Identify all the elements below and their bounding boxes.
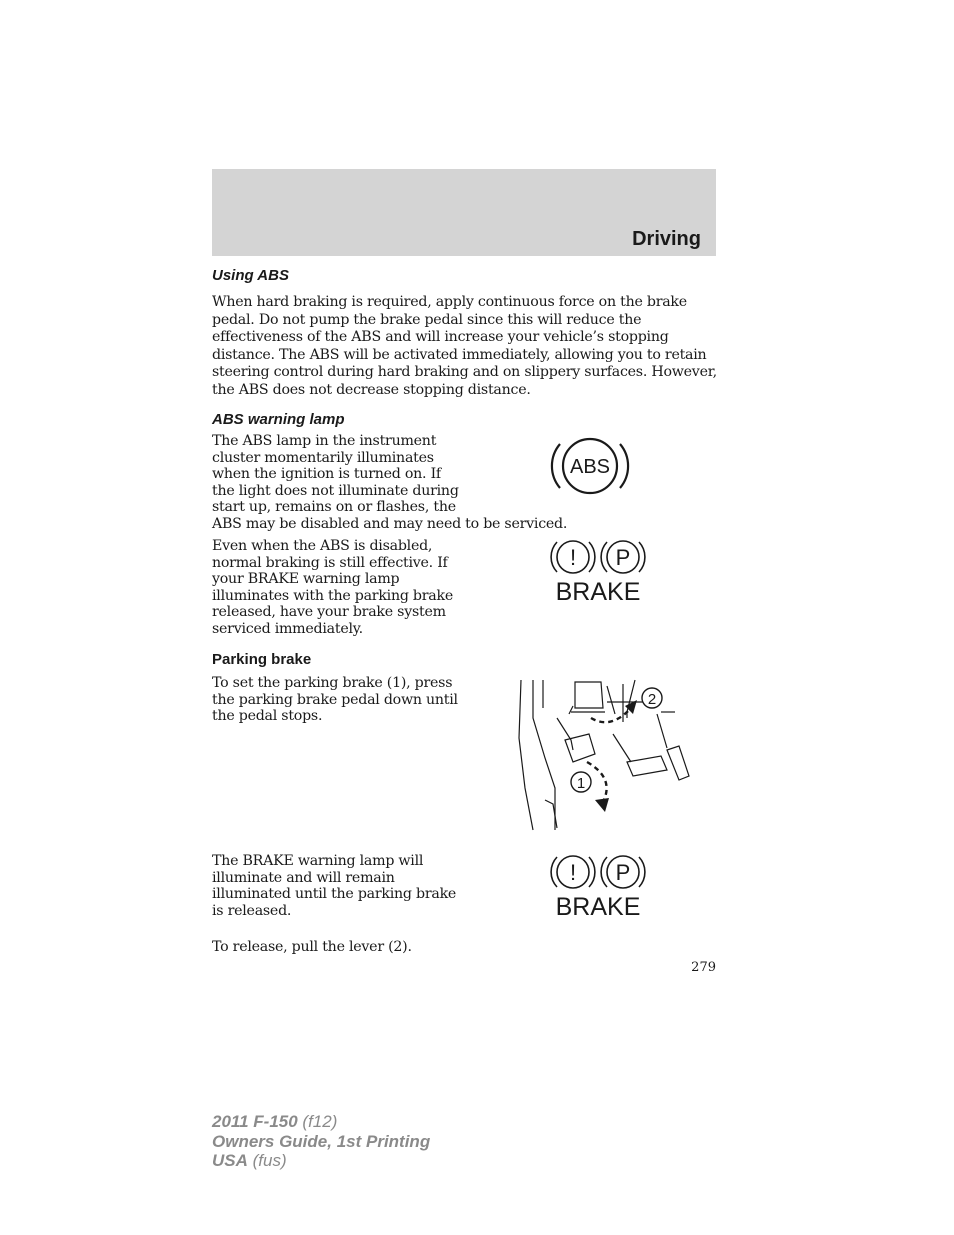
- text-line: when the ignition is turned on. If: [212, 466, 441, 482]
- text-line: normal braking is still effective. If: [212, 554, 448, 571]
- footer-line-1: [212, 1112, 430, 1132]
- parking-brake-diagram: [515, 678, 695, 838]
- abs-icon-label: ABS: [569, 456, 611, 478]
- text-line: pedal. Do not pump the brake pedal since this will reduce the: [212, 311, 642, 328]
- text-line: effectiveness of the ABS and will increase your vehicle’s stopping: [212, 329, 669, 346]
- text-line: cluster momentarily illuminates: [212, 449, 434, 466]
- paragraph-release: To release, pull the lever (2).: [212, 939, 412, 955]
- text-line: the light does not illuminate during: [212, 482, 459, 499]
- abs-warning-icon: [550, 436, 630, 500]
- text-line: your BRAKE warning lamp: [212, 571, 400, 587]
- text-line: start up, remains on or flashes, the: [212, 499, 456, 515]
- text-line: illuminates with the parking brake: [212, 587, 454, 604]
- text-line: Even when the ABS is disabled,: [212, 538, 433, 554]
- text-line: is released.: [212, 902, 292, 919]
- brake-warning-icon: [550, 853, 646, 923]
- footer-line-3: [212, 1151, 430, 1171]
- callout-1: 1: [576, 775, 586, 792]
- text-line: steering control during hard braking and on slippery surfaces. However,: [212, 364, 717, 381]
- brake-icon-exclamation: !: [569, 545, 577, 570]
- text-line: illuminate and will remain: [212, 869, 395, 886]
- brake-warning-icon: [550, 538, 646, 608]
- brake-icon-p: P: [615, 545, 631, 570]
- text-line: distance. The ABS will be activated immediately, allowing you to retain: [212, 346, 707, 363]
- text-line: To set the parking brake (1), press: [212, 675, 453, 691]
- brake-icon-label: BRAKE: [555, 893, 641, 919]
- heading-abs-warning-lamp: ABS warning lamp: [212, 411, 345, 428]
- section-header-band: [212, 169, 716, 256]
- text-line: the pedal stops.: [212, 708, 323, 724]
- callout-2: 2: [647, 691, 657, 708]
- text-line: released, have your brake system: [212, 604, 446, 620]
- heading-parking-brake: Parking brake: [212, 651, 312, 668]
- brake-icon-p: P: [615, 860, 631, 885]
- footer-edition: [212, 1112, 430, 1171]
- footer-market-code: (fus): [247, 1151, 287, 1170]
- paragraph-brake-lamp: [212, 853, 456, 919]
- brake-icon-label: BRAKE: [555, 578, 641, 604]
- footer-model: 2011 F-150: [212, 1112, 298, 1131]
- brake-icon-exclamation: !: [569, 860, 577, 885]
- text-line: the ABS does not decrease stopping distance.: [212, 381, 531, 398]
- text-line: serviced immediately.: [212, 620, 363, 637]
- paragraph-abs-warning-lamp: [212, 433, 567, 532]
- text-line: illuminated until the parking brake: [212, 886, 457, 902]
- text-line: The ABS lamp in the instrument: [212, 433, 437, 449]
- text-line: the parking brake pedal down until: [212, 691, 458, 708]
- paragraph-using-abs: [212, 294, 717, 400]
- text-line: ABS may be disabled and may need to be serviced.: [212, 515, 568, 532]
- page-number: 279: [691, 960, 716, 975]
- footer-market: USA: [212, 1151, 248, 1170]
- heading-using-abs: Using ABS: [212, 267, 289, 284]
- text-line: The BRAKE warning lamp will: [212, 853, 424, 869]
- section-title: Driving: [632, 228, 701, 250]
- footer-line-2: Owners Guide, 1st Printing: [212, 1131, 431, 1151]
- footer-model-code: (f12): [297, 1112, 338, 1131]
- paragraph-brake-effective: [212, 538, 453, 637]
- paragraph-parking-brake: [212, 675, 458, 725]
- text-line: When hard braking is required, apply continuous force on the brake: [212, 294, 687, 310]
